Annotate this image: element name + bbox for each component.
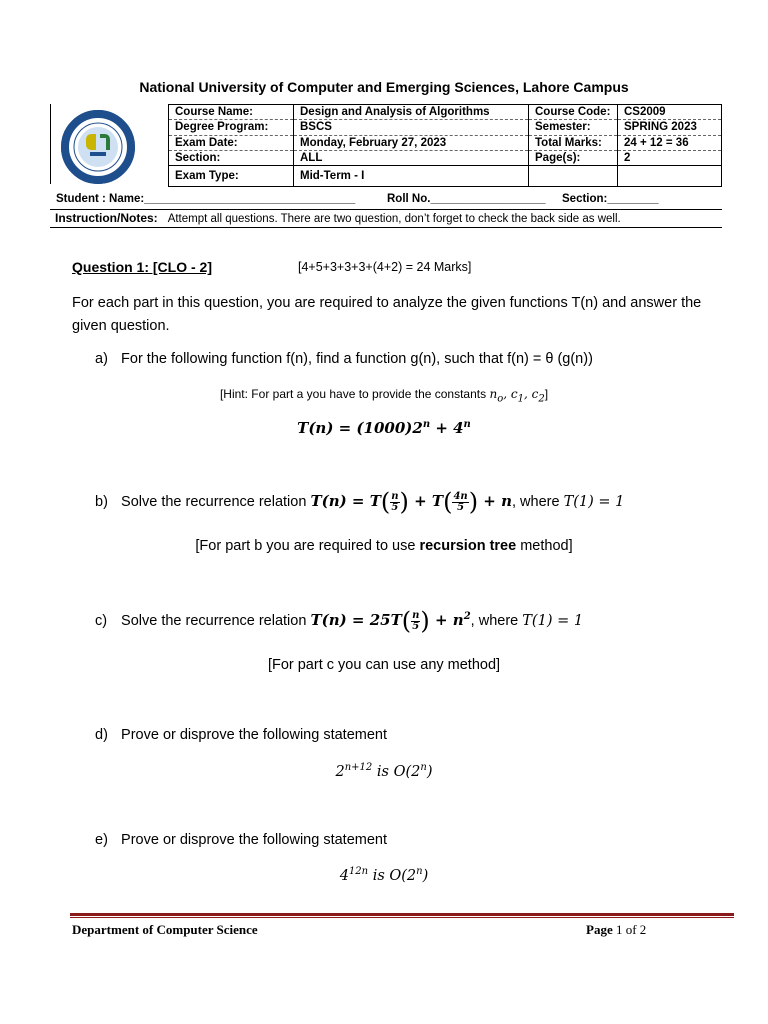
- semester-label: Semester:: [529, 120, 618, 135]
- question-intro: For each part in this question, you are required to analyze the given functions T(n) and answer the given question.: [72, 295, 702, 334]
- exam-type-value: Mid-Term - I: [294, 166, 529, 187]
- part-text: Prove or disprove the following statement: [121, 727, 388, 743]
- footer-rule: [70, 917, 734, 918]
- part-d: [95, 727, 387, 743]
- part-e-statement: $4^{12n}$ is O(2$^n$): [339, 866, 429, 884]
- divider: [50, 209, 722, 210]
- part-a: [95, 351, 593, 367]
- exam-type-label: Exam Type:: [169, 166, 294, 187]
- course-name-label: Course Name:: [169, 105, 294, 120]
- part-d-statement: $2^{n+12}$ is O(2$^n$): [335, 762, 433, 780]
- part-c: [95, 607, 583, 635]
- part-label: e): [95, 832, 108, 848]
- part-label: c): [95, 613, 108, 629]
- instructions-text: Attempt all questions. There are two question, don’t forget to check the back side as well.: [167, 213, 621, 225]
- part-label: b): [95, 494, 108, 510]
- hint-text: [Hint: For part a you have to provide the constants: [219, 387, 490, 401]
- department-name: Department of Computer Science: [72, 922, 258, 937]
- instructions-label: Instruction/Notes:: [55, 211, 158, 225]
- part-text: Solve the recurrence relation: [121, 613, 311, 629]
- part-label: a): [95, 351, 108, 367]
- university-title: National University of Computer and Emerging Sciences, Lahore Campus: [139, 79, 629, 95]
- part-text: Prove or disprove the following statement: [121, 832, 388, 848]
- part-label: d): [95, 727, 108, 743]
- course-code-value: CS2009: [618, 105, 722, 120]
- part-text: Solve the recurrence relation: [121, 494, 311, 510]
- empty-cell: [618, 166, 722, 187]
- note-emphasis: recursion tree: [419, 538, 517, 554]
- degree-value: BSCS: [294, 120, 529, 135]
- part-b-note: [For part b you are required to use recursion tree method]: [195, 538, 573, 554]
- where-text: , where: [470, 613, 523, 629]
- part-e: [95, 832, 387, 848]
- instructions: [55, 211, 621, 225]
- recurrence-formula: T(n) = 25T( $\frac{n}{5}$ ) + $n^2$: [310, 607, 471, 635]
- page-number: Page 1 of 2: [586, 922, 647, 937]
- exam-date-value: Monday, February 27, 2023: [294, 135, 529, 150]
- degree-label: Degree Program:: [169, 120, 294, 135]
- semester-value: SPRING 2023: [618, 120, 722, 135]
- question-heading: Question 1: [CLO - 2]: [72, 259, 212, 275]
- part-b: [95, 488, 624, 516]
- course-code-label: Course Code:: [529, 105, 618, 120]
- divider: [50, 227, 722, 228]
- total-marks-label: Total Marks:: [529, 135, 618, 150]
- where-text: , where: [512, 494, 564, 510]
- pages-value: 2: [618, 150, 722, 165]
- section-value: ALL: [294, 150, 529, 165]
- footer-rule: [70, 913, 734, 916]
- base-case: T(1) = 1: [522, 613, 584, 629]
- section-field[interactable]: Section:________: [562, 193, 659, 205]
- hint-constants: $n_o$, $c_1$, $c_2$: [489, 387, 545, 405]
- exam-info-table: [168, 104, 722, 187]
- part-text: For the following function f(n), find a function g(n), such that f(n) = θ (g(n)): [121, 351, 593, 367]
- part-a-hint: [Hint: For part a you have to provide the constants $n_o$, $c_1$, $c_2$]: [219, 387, 549, 405]
- roll-no-field[interactable]: Roll No.__________________: [387, 193, 546, 205]
- course-name-value: Design and Analysis of Algorithms: [294, 105, 529, 120]
- university-logo: [50, 104, 168, 187]
- logo-seal-icon: [50, 104, 168, 187]
- part-a-formula: [0, 419, 768, 437]
- exam-date-label: Exam Date:: [169, 135, 294, 150]
- pages-label: Page(s):: [529, 150, 618, 165]
- recurrence-formula: T(n) = T( $\frac{n}{5}$ ) + T( $\frac{4n}{5}$ ) + n: [310, 488, 512, 516]
- formula: $T(n) = (1000)2^n + 4^n$: [297, 419, 471, 437]
- section-label: Section:: [169, 150, 294, 165]
- empty-cell: [529, 166, 618, 187]
- total-marks-value: 24 + 12 = 36: [618, 135, 722, 150]
- base-case: T(1) = 1: [563, 494, 625, 510]
- student-name-field[interactable]: Student : Name:_________________________________: [56, 193, 356, 205]
- question-marks: [4+5+3+3+3+(4+2) = 24 Marks]: [298, 260, 472, 274]
- part-c-note: [For part c you can use any method]: [267, 657, 501, 673]
